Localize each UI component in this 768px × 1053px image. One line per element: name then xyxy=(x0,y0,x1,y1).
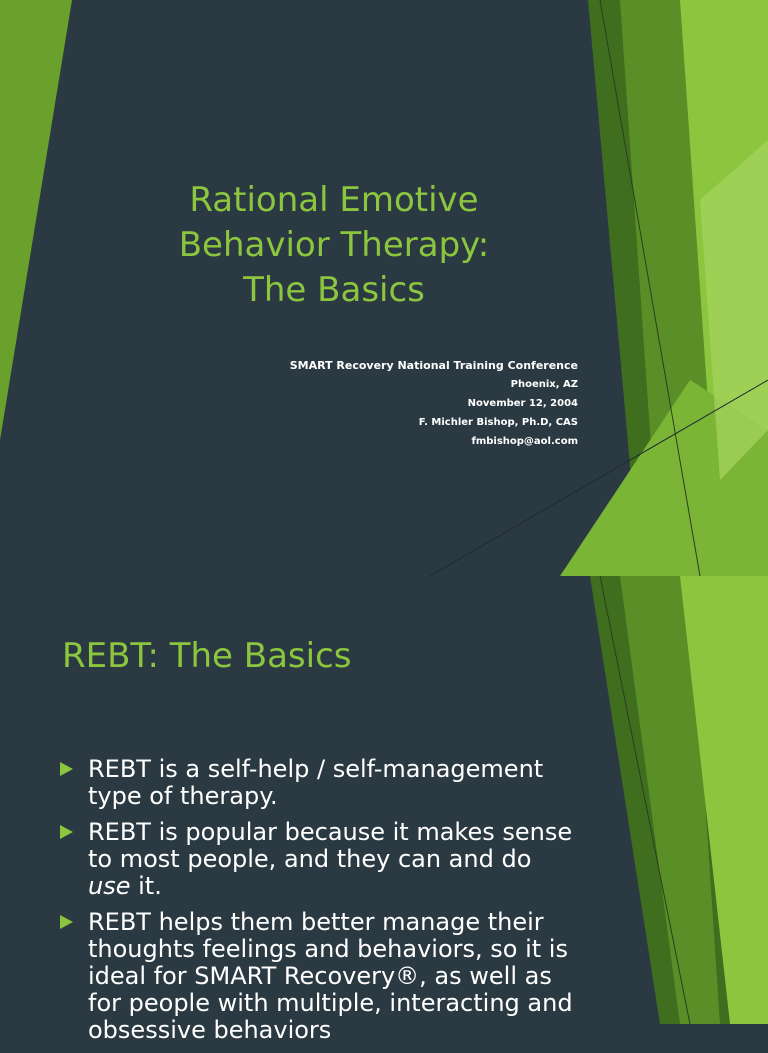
date: November 12, 2004 xyxy=(467,398,578,409)
conference-name: SMART Recovery National Training Conference xyxy=(289,359,578,372)
slide-title: REBT: The Basics xyxy=(62,636,352,676)
location: Phoenix, AZ xyxy=(510,379,578,390)
slide-title: Rational Emotive Behavior Therapy: The Basics xyxy=(178,180,490,310)
email: fmbishop@aol.com xyxy=(471,436,578,447)
bullet-item: REBT is a self-help / self-management type of therapy. xyxy=(58,756,578,810)
bullet-arrow-icon xyxy=(60,825,73,839)
bullet-item: REBT helps them better manage their thoughts feelings and behaviors, so it is ideal for SMART Recovery®, as well as for people with multiple, interacting and obsessive behaviors xyxy=(58,909,578,1044)
bullet-item: REBT is popular because it makes sense to most people, and they can and do use it. xyxy=(58,819,578,900)
bullet-arrow-icon xyxy=(60,915,73,929)
author: F. Michler Bishop, Ph.D, CAS xyxy=(418,417,578,428)
content-slide xyxy=(0,576,768,1044)
presentation-info xyxy=(290,356,578,451)
bullet-list xyxy=(58,756,578,1053)
bullet-arrow-icon xyxy=(60,762,73,776)
left-green-triangle xyxy=(0,0,72,440)
